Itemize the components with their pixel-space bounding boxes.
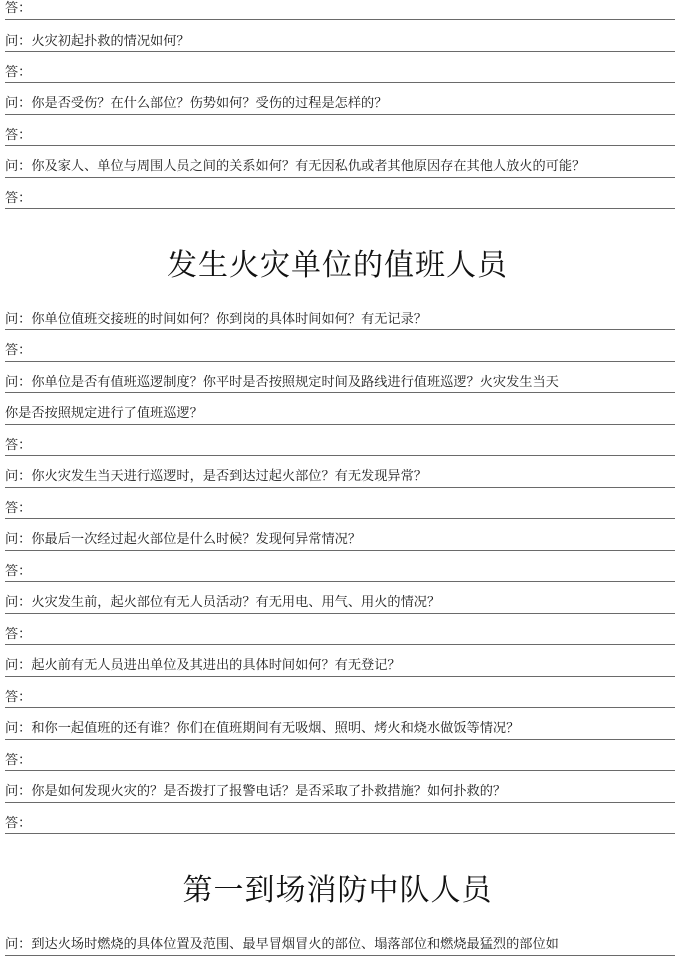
rule-line [5, 581, 675, 582]
rule-line [5, 613, 675, 614]
question-line: 问：火灾初起扑救的情况如何？ [5, 34, 190, 49]
answer-line: 答： [5, 816, 32, 831]
rule-line [5, 739, 675, 740]
question-line: 问：你是否受伤？在什么部位？伤势如何？受伤的过程是怎样的？ [5, 96, 388, 111]
question-line: 问：起火前有无人员进出单位及其进出的具体时间如何？有无登记？ [5, 658, 401, 673]
question-line: 问：你最后一次经过起火部位是什么时候？发现何异常情况？ [5, 532, 362, 547]
rule-line [5, 833, 675, 834]
rule-line [5, 392, 675, 393]
question-line: 问：你火灾发生当天进行巡逻时，是否到达过起火部位？有无发现异常？ [5, 469, 427, 484]
rule-line [5, 361, 675, 362]
answer-line: 答： [5, 191, 32, 206]
rule-line [5, 644, 675, 645]
answer-line: 答： [5, 438, 32, 453]
answer-line: 答： [5, 128, 32, 143]
rule-line [5, 802, 675, 803]
question-line: 问：你单位是否有值班巡逻制度？你平时是否按照规定时间及路线进行值班巡逻？火灾发生当天 [5, 375, 559, 390]
rule-line [5, 455, 675, 456]
rule-line [5, 487, 675, 488]
answer-line: 答： [5, 564, 32, 579]
answer-line: 答： [5, 690, 32, 705]
question-line: 问：你单位值班交接班的时间如何？你到岗的具体时间如何？有无记录？ [5, 312, 427, 327]
rule-line [5, 177, 675, 178]
answer-line: 答： [5, 1, 32, 16]
answer-line: 答： [5, 343, 32, 358]
rule-line [5, 51, 675, 52]
section-heading: 第一到场消防中队人员 [182, 873, 493, 908]
rule-line [5, 114, 675, 115]
rule-line [5, 82, 675, 83]
question-line: 问：你是如何发现火灾的？是否拨打了报警电话？是否采取了扑救措施？如何扑救的？ [5, 784, 507, 799]
rule-line [5, 145, 675, 146]
question-line: 问：你及家人、单位与周围人员之间的关系如何？有无因私仇或者其他原因存在其他人放火的可能？ [5, 159, 586, 174]
rule-line [5, 955, 675, 956]
answer-line: 答： [5, 753, 32, 768]
question-line: 你是否按照规定进行了值班巡逻？ [5, 406, 203, 421]
question-line: 问：到达火场时燃烧的具体位置及范围、最早冒烟冒火的部位、塌落部位和燃烧最猛烈的部位如 [5, 937, 559, 952]
rule-line [5, 208, 675, 209]
question-line: 问：火灾发生前，起火部位有无人员活动？有无用电、用气、用火的情况？ [5, 595, 441, 610]
rule-line [5, 19, 675, 20]
rule-line [5, 329, 675, 330]
rule-line [5, 770, 675, 771]
answer-line: 答： [5, 627, 32, 642]
rule-line [5, 518, 675, 519]
rule-line [5, 676, 675, 677]
answer-line: 答： [5, 65, 32, 80]
rule-line [5, 707, 675, 708]
rule-line [5, 550, 675, 551]
question-line: 问：和你一起值班的还有谁？你们在值班期间有无吸烟、照明、烤火和烧水做饭等情况？ [5, 721, 520, 736]
rule-line [5, 424, 675, 425]
answer-line: 答： [5, 501, 32, 516]
section-heading: 发生火灾单位的值班人员 [167, 248, 508, 283]
